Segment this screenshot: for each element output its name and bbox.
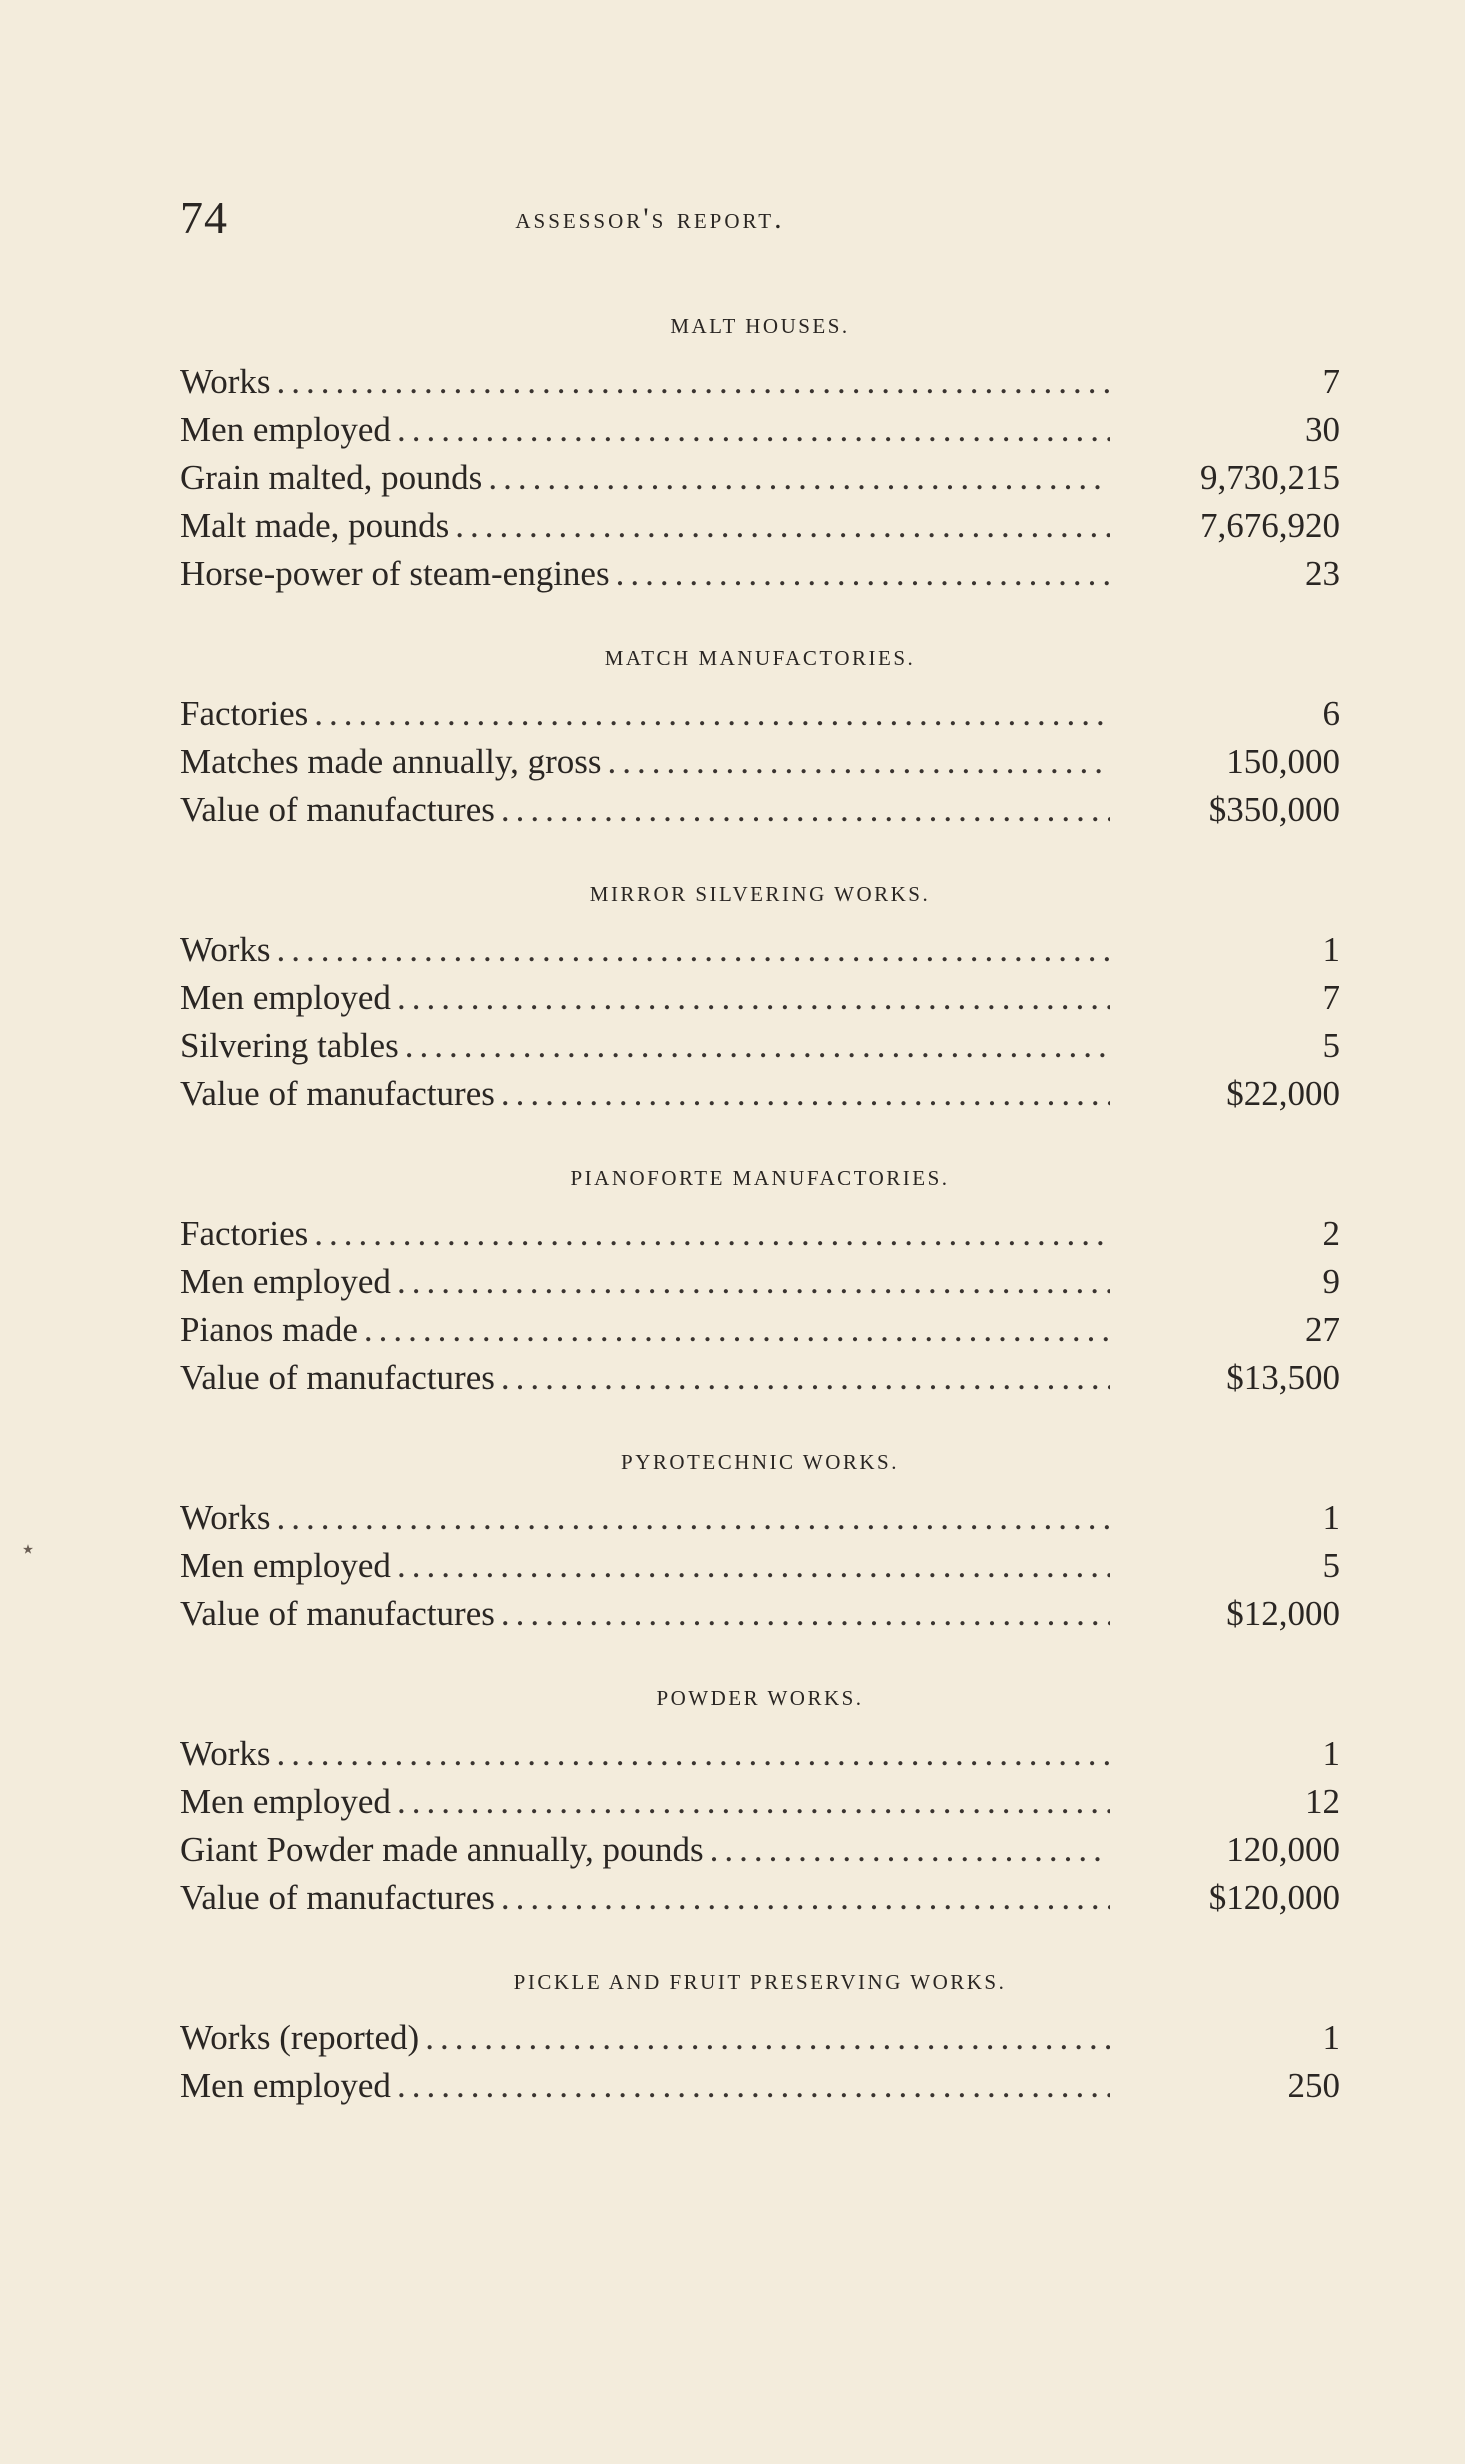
- stat-value: 23: [1305, 554, 1340, 593]
- section: [180, 1962, 1340, 2110]
- stat-row: [180, 1494, 1340, 1542]
- dot-leader: [397, 406, 1110, 454]
- stat-row: [180, 358, 1340, 406]
- dot-leader: [501, 1070, 1110, 1118]
- stat-value: 9: [1322, 1262, 1340, 1301]
- section-heading: PYROTECHNIC WORKS.: [621, 1450, 899, 1474]
- dot-leader: [616, 550, 1110, 598]
- stat-label: Men employed: [180, 978, 391, 1017]
- stat-row: [180, 1070, 1340, 1118]
- stat-row: [180, 1022, 1340, 1070]
- statistics-content: [180, 300, 1340, 2110]
- stat-label: Works: [180, 1498, 271, 1537]
- stat-label: Horse-power of steam-engines: [180, 554, 610, 593]
- stat-label: Men employed: [180, 410, 391, 449]
- dot-leader: [364, 1306, 1110, 1354]
- stat-label: Factories: [180, 1214, 309, 1253]
- stat-row: [180, 2062, 1340, 2110]
- dot-leader: [397, 1258, 1110, 1306]
- section-heading: MALT HOUSES.: [670, 314, 850, 338]
- margin-mark: ٭: [22, 1536, 34, 1561]
- dot-leader: [397, 1778, 1110, 1826]
- stat-row: [180, 1826, 1340, 1874]
- section-spacer: [180, 1922, 1340, 1956]
- dot-leader: [397, 2062, 1110, 2110]
- dot-leader: [314, 690, 1110, 738]
- stat-label: Value of manufactures: [180, 1074, 495, 1113]
- section-spacer: [180, 1118, 1340, 1152]
- stat-value: 9,730,215: [1200, 458, 1340, 497]
- stat-row: [180, 406, 1340, 454]
- stat-value: 6: [1322, 694, 1340, 733]
- dot-leader: [277, 926, 1110, 974]
- stat-value: 1: [1322, 1734, 1340, 1773]
- stat-row: [180, 1210, 1340, 1258]
- stat-row: [180, 1874, 1340, 1922]
- section: [180, 1442, 1340, 1638]
- dot-leader: [397, 974, 1110, 1022]
- stat-value: 1: [1322, 1498, 1340, 1537]
- dot-leader: [277, 358, 1110, 406]
- stat-value: 1: [1322, 930, 1340, 969]
- stat-label: Factories: [180, 694, 309, 733]
- stat-value: 27: [1305, 1310, 1340, 1349]
- stat-label: Malt made, pounds: [180, 506, 450, 545]
- stat-value: $22,000: [1226, 1074, 1340, 1113]
- stat-row: [180, 974, 1340, 1022]
- stat-value: 5: [1322, 1026, 1340, 1065]
- section: [180, 306, 1340, 598]
- stat-label: Works (reported): [180, 2018, 420, 2057]
- stat-row: [180, 738, 1340, 786]
- stat-value: 1: [1322, 2018, 1340, 2057]
- dot-leader: [314, 1210, 1110, 1258]
- stat-value: 7,676,920: [1200, 506, 1340, 545]
- stat-label: Silvering tables: [180, 1026, 399, 1065]
- stat-row: [180, 1354, 1340, 1402]
- stat-label: Pianos made: [180, 1310, 358, 1349]
- running-header: [180, 188, 1340, 248]
- stat-row: [180, 502, 1340, 550]
- stat-label: Works: [180, 1734, 271, 1773]
- section-heading: MIRROR SILVERING WORKS.: [589, 882, 931, 906]
- stat-row: [180, 926, 1340, 974]
- stat-label: Grain malted, pounds: [180, 458, 483, 497]
- dot-leader: [501, 1590, 1110, 1638]
- stat-row: [180, 786, 1340, 834]
- dot-leader: [455, 502, 1110, 550]
- stat-row: [180, 690, 1340, 738]
- section-heading: POWDER WORKS.: [656, 1686, 864, 1710]
- stat-value: 150,000: [1226, 742, 1340, 781]
- stat-value: $120,000: [1208, 1878, 1340, 1917]
- section-heading: PICKLE AND FRUIT PRESERVING WORKS.: [513, 1970, 1007, 1994]
- section: [180, 638, 1340, 834]
- stat-label: Men employed: [180, 2066, 391, 2105]
- stat-label: Men employed: [180, 1546, 391, 1585]
- stat-value: 7: [1322, 362, 1340, 401]
- section: [180, 1678, 1340, 1922]
- section: [180, 874, 1340, 1118]
- stat-value: 30: [1305, 410, 1340, 449]
- dot-leader: [425, 2014, 1110, 2062]
- dot-leader: [501, 1874, 1110, 1922]
- stat-label: Value of manufactures: [180, 1594, 495, 1633]
- stat-row: [180, 454, 1340, 502]
- section: [180, 1158, 1340, 1402]
- stat-value: 12: [1305, 1782, 1340, 1821]
- dot-leader: [501, 1354, 1110, 1402]
- page-title: assessor's report.: [515, 202, 785, 235]
- stat-row: [180, 1730, 1340, 1778]
- section-spacer: [180, 834, 1340, 868]
- dot-leader: [488, 454, 1110, 502]
- stat-value: 2: [1322, 1214, 1340, 1253]
- dot-leader: [710, 1826, 1110, 1874]
- stat-label: Giant Powder made annually, pounds: [180, 1830, 704, 1869]
- stat-label: Value of manufactures: [180, 1878, 495, 1917]
- dot-leader: [405, 1022, 1110, 1070]
- dot-leader: [608, 738, 1110, 786]
- stat-value: $350,000: [1208, 790, 1340, 829]
- stat-label: Men employed: [180, 1782, 391, 1821]
- stat-value: 120,000: [1226, 1830, 1340, 1869]
- stat-label: Value of manufactures: [180, 790, 495, 829]
- dot-leader: [277, 1494, 1110, 1542]
- stat-label: Matches made annually, gross: [180, 742, 602, 781]
- stat-value: 7: [1322, 978, 1340, 1017]
- stat-row: [180, 1590, 1340, 1638]
- stat-label: Works: [180, 930, 271, 969]
- stat-value: 250: [1287, 2066, 1340, 2105]
- section-spacer: [180, 598, 1340, 632]
- stat-row: [180, 2014, 1340, 2062]
- stat-value: 5: [1322, 1546, 1340, 1585]
- page-number: 74: [180, 192, 228, 243]
- dot-leader: [397, 1542, 1110, 1590]
- stat-label: Works: [180, 362, 271, 401]
- stat-label: Men employed: [180, 1262, 391, 1301]
- stat-row: [180, 1542, 1340, 1590]
- stat-value: $12,000: [1226, 1594, 1340, 1633]
- dot-leader: [501, 786, 1110, 834]
- stat-value: $13,500: [1226, 1358, 1340, 1397]
- stat-label: Value of manufactures: [180, 1358, 495, 1397]
- stat-row: [180, 1258, 1340, 1306]
- section-spacer: [180, 1402, 1340, 1436]
- stat-row: [180, 1306, 1340, 1354]
- section-spacer: [180, 1638, 1340, 1672]
- section-heading: MATCH MANUFACTORIES.: [604, 646, 916, 670]
- stat-row: [180, 550, 1340, 598]
- section-heading: PIANOFORTE MANUFACTORIES.: [570, 1166, 950, 1190]
- stat-row: [180, 1778, 1340, 1826]
- dot-leader: [277, 1730, 1110, 1778]
